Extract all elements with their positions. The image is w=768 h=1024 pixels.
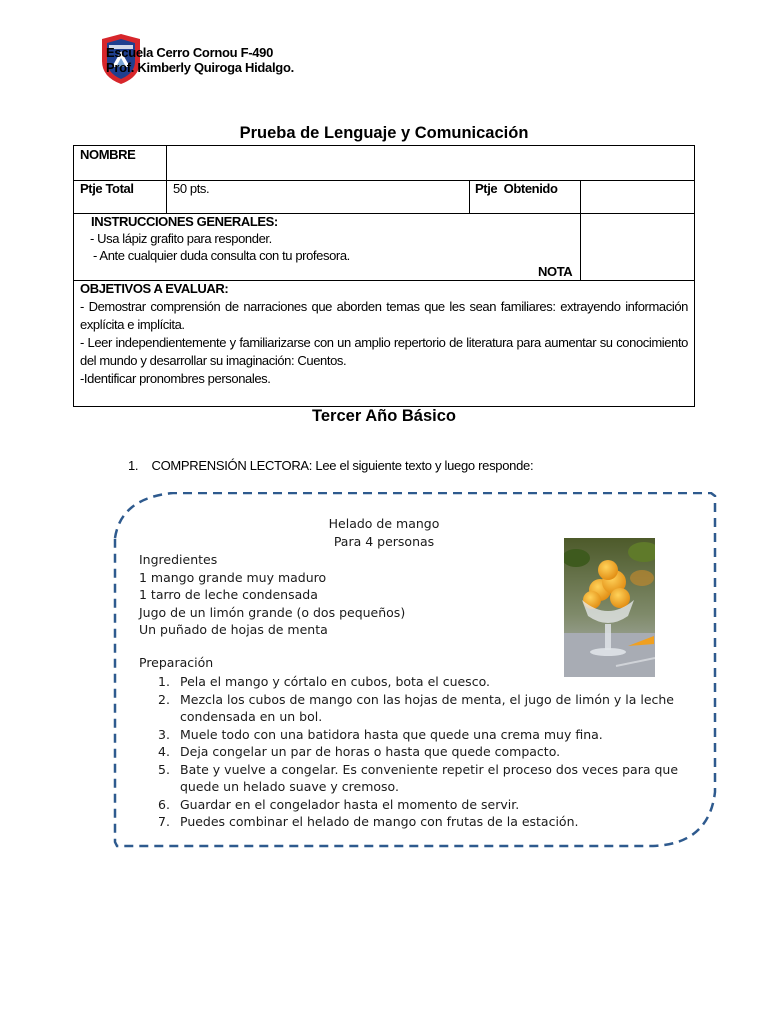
mango-ice-cream-photo: [564, 538, 655, 677]
objetivo-2: - Leer independientemente y familiarizarse con un amplio repertorio de literatura para aumentar su conocimiento del mundo y desarrollar su imaginación: Cuentos.: [80, 335, 688, 368]
ptje-total-value: 50 pts.: [173, 181, 210, 196]
ingredient-item: Jugo de un limón grande (o dos pequeños): [139, 604, 406, 620]
objetivos-heading: OBJETIVOS A EVALUAR:: [80, 281, 229, 296]
recipe-serves: Para 4 personas: [333, 534, 435, 549]
step-item: 6. Guardar en el congelador hasta el momento de servir.: [158, 796, 520, 812]
instrucciones-heading: INSTRUCCIONES GENERALES:: [91, 214, 278, 229]
ingredient-item: Un puñado de hojas de menta: [139, 622, 328, 637]
nombre-label: NOMBRE: [80, 147, 136, 162]
info-table: [73, 145, 695, 407]
ptje-obtenido-label: Ptje Obtenido: [475, 181, 558, 196]
instruccion-1: - Usa lápiz grafito para responder.: [90, 231, 272, 246]
question-1-number: 1.: [128, 458, 139, 473]
school-header: [106, 45, 294, 75]
ingredients-list: [139, 551, 405, 639]
question-1: [128, 458, 533, 473]
teacher-name: Prof. Kimberly Quiroga Hidalgo.: [106, 60, 294, 75]
test-title: Prueba de Lenguaje y Comunicación: [239, 124, 529, 142]
nota-label: NOTA: [538, 264, 573, 279]
step-item: 1. Pela el mango y córtalo en cubos, bota el cuesco.: [158, 674, 490, 689]
objetivo-1: - Demostrar comprensión de narraciones que aborden temas que les sean familiares: extrayendo información explícita e implícita.: [80, 299, 688, 332]
ingredient-item: 1 tarro de leche condensada: [139, 587, 318, 602]
step-item: 2. Mezcla los cubos de mango con las hojas de menta, el jugo de limón y la leche condensada en un bol.: [158, 691, 674, 724]
nota-field[interactable]: [581, 213, 694, 280]
ptje-obtenido-field[interactable]: [581, 180, 694, 213]
instruccion-2: - Ante cualquier duda consulta con tu profesora.: [93, 248, 350, 263]
recipe-title: Helado de mango: [328, 516, 440, 531]
question-1-text: COMPRENSIÓN LECTORA: Lee el siguiente texto y luego responde:: [151, 458, 534, 473]
step-item: 5. Bate y vuelve a congelar. Es conveniente repetir el proceso dos veces para que quede un helado suave y cremoso.: [158, 761, 679, 794]
nombre-field[interactable]: [167, 146, 694, 180]
preparation-steps: [158, 673, 706, 831]
grade-subtitle: Tercer Año Básico: [312, 407, 456, 425]
objetivo-3: -Identificar pronombres personales.: [80, 371, 271, 386]
step-item: 3. Muele todo con una batidora hasta que quede una crema muy fina.: [158, 726, 603, 742]
step-item: 7. Puedes combinar el helado de mango con frutas de la estación.: [158, 814, 579, 829]
ingredients-heading: Ingredientes: [139, 552, 218, 567]
preparation-heading: Preparación: [139, 655, 214, 670]
step-item: 4. Deja congelar un par de horas o hasta que quede compacto.: [158, 744, 561, 759]
ingredient-item: 1 mango grande muy maduro: [139, 569, 327, 585]
school-name: Escuela Cerro Cornou F-490: [106, 45, 274, 60]
ptje-total-label: Ptje Total: [80, 181, 134, 196]
